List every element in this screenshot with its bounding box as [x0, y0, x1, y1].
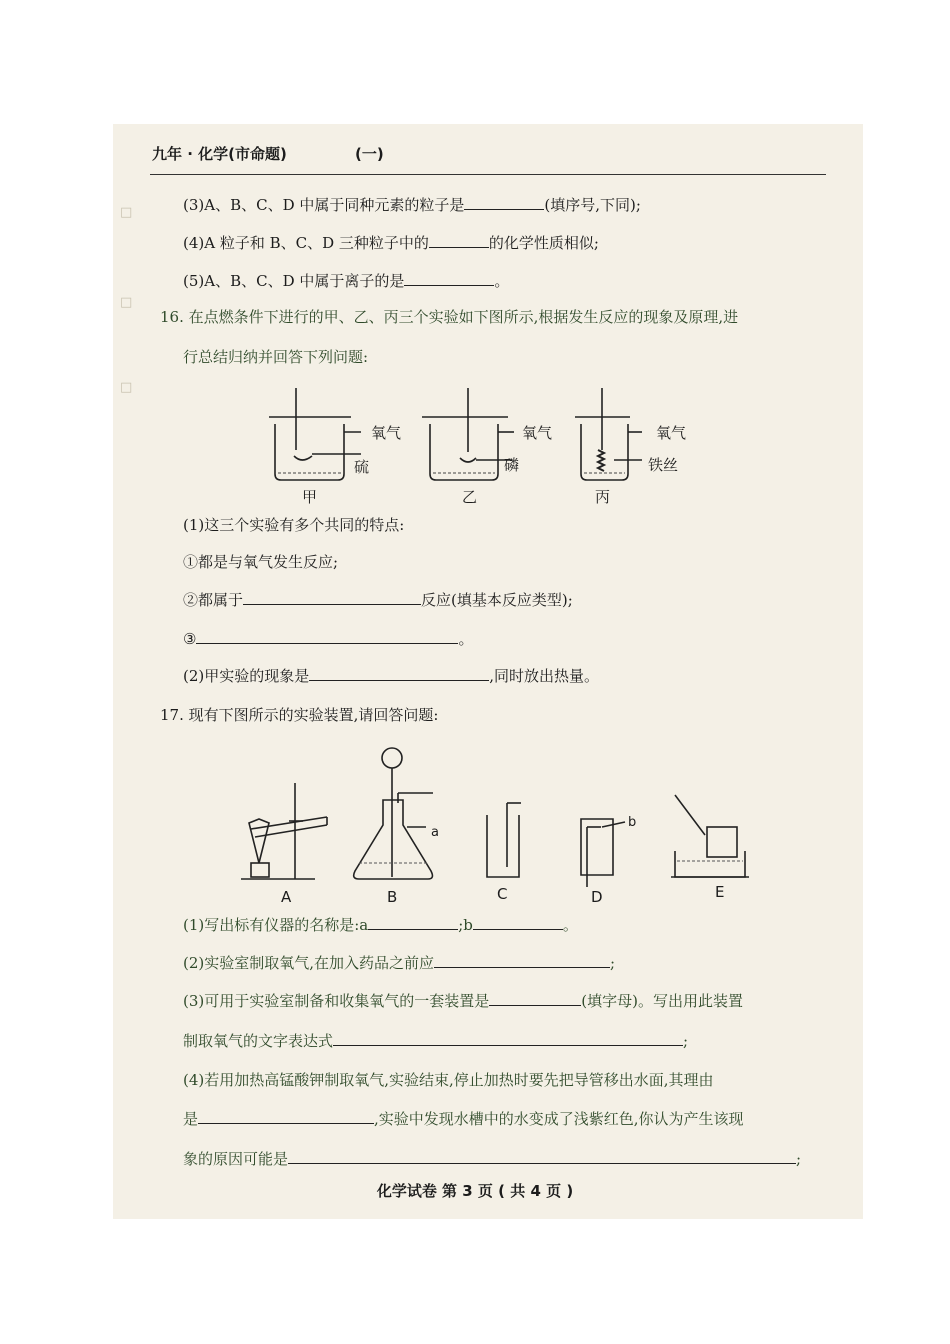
answer-blank[interactable] [473, 915, 563, 930]
label-oxygen: 氧气 [522, 424, 553, 442]
label-iron-wire: 铁丝 [648, 456, 679, 474]
label-A: A [281, 888, 292, 905]
q15-line3: (3)A、B、C、D 中属于同种元素的粒子是 (填序号,下同); [183, 196, 641, 214]
answer-blank[interactable] [243, 590, 421, 605]
label-b: b [628, 815, 637, 830]
answer-blank[interactable] [489, 991, 581, 1006]
q17-part2: (2)实验室制取氧气,在加入药品之前应 ; [183, 954, 616, 972]
answer-blank[interactable] [404, 271, 494, 286]
label-oxygen: 氧气 [656, 424, 687, 442]
q17-apparatus-figure [235, 745, 765, 905]
q16-part2: (2)甲实验的现象是 ,同时放出热量。 [183, 667, 600, 685]
label-yi: 乙 [462, 488, 478, 506]
q16-point1: ①都是与氧气发生反应; [183, 553, 339, 571]
page-footer: 化学试卷 第 3 页 ( 共 4 页 ) [376, 1182, 574, 1200]
label-oxygen: 氧气 [371, 424, 402, 442]
q17-part3: (3)可用于实验室制备和收集氧气的一套装置是 (填字母)。写出用此装置 [183, 992, 743, 1010]
bleed-mark: □ [120, 380, 133, 395]
label-bing: 丙 [595, 488, 611, 506]
q16-combustion-figure [250, 380, 710, 510]
label-phosphorus: 磷 [504, 456, 520, 474]
bleed-mark: □ [120, 205, 133, 220]
answer-blank[interactable] [309, 666, 489, 681]
q17-part4-stem: (4)若用加热高锰酸钾制取氧气,实验结束,停止加热时要先把导管移出水面,其理由 [183, 1071, 714, 1089]
q16-stem-2: 行总结归纳并回答下列问题: [183, 348, 369, 366]
bleed-mark: □ [120, 295, 133, 310]
answer-blank[interactable] [196, 629, 458, 644]
label-jia: 甲 [302, 488, 318, 506]
q16-point3: ③ 。 [183, 630, 474, 648]
q15-line4: (4)A 粒子和 B、C、D 三种粒子中的 的化学性质相似; [183, 234, 599, 252]
q16-point2: ②都属于 反应(填基本反应类型); [183, 591, 573, 609]
q17-part4-cause: 象的原因可能是 ; [183, 1150, 802, 1168]
header-part: (一) [355, 145, 384, 163]
label-E: E [715, 883, 725, 901]
q17-stem: 17. 现有下图所示的实验装置,请回答问题: [160, 706, 439, 724]
answer-blank[interactable] [333, 1031, 683, 1046]
label-a: a [431, 825, 439, 840]
answer-blank[interactable] [464, 195, 544, 210]
q17-part4-reason: 是 ,实验中发现水槽中的水变成了浅紫红色,你认为产生该现 [183, 1110, 744, 1128]
answer-blank[interactable] [434, 953, 610, 968]
header-title: 九年 · 化学(市命题) [152, 145, 287, 163]
label-sulfur: 硫 [354, 458, 370, 476]
label-C: C [497, 885, 508, 903]
q16-part1: (1)这三个实验有多个共同的特点: [183, 516, 405, 534]
q15-line5: (5)A、B、C、D 中属于离子的是 。 [183, 272, 510, 290]
answer-blank[interactable] [198, 1109, 374, 1124]
answer-blank[interactable] [368, 915, 458, 930]
label-D: D [591, 888, 603, 905]
answer-blank[interactable] [288, 1149, 796, 1164]
q17-part1: (1)写出标有仪器的名称是:a ;b 。 [183, 916, 578, 934]
answer-blank[interactable] [429, 233, 489, 248]
q17-part3-equation: 制取氧气的文字表达式 ; [183, 1032, 689, 1050]
q16-stem-1: 16. 在点燃条件下进行的甲、乙、丙三个实验如下图所示,根据发生反应的现象及原理,进 [160, 308, 739, 326]
label-B: B [387, 888, 398, 905]
header-rule [150, 174, 826, 175]
